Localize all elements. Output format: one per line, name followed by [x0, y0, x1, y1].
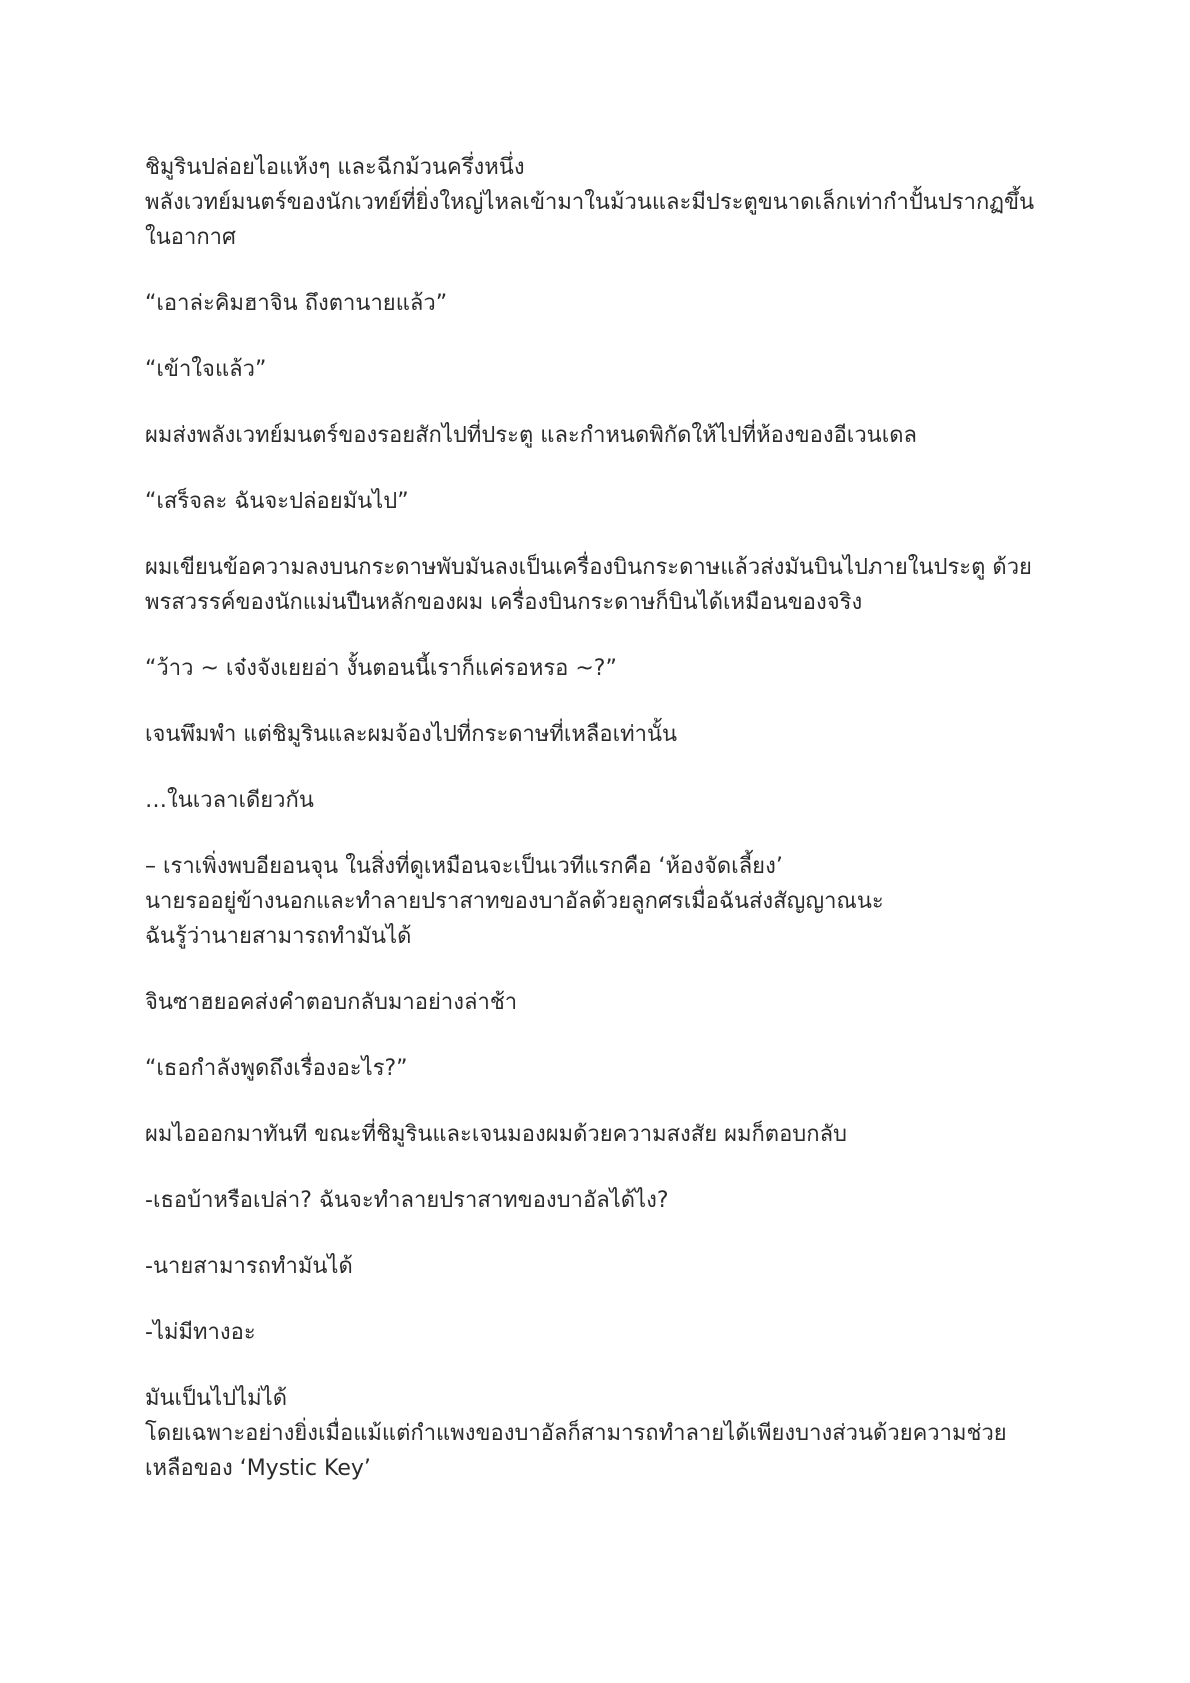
- paragraph-9: …ในเวลาเดียวกัน: [145, 788, 314, 813]
- paragraph-2: “เอาล่ะคิมฮาจิน ถึงตานายแล้ว”: [145, 291, 448, 316]
- paragraph-16: -ไม่มีทางอะ: [145, 1320, 256, 1345]
- paragraph-4: ผมส่งพลังเวทย์มนตร์ของรอยสักไปที่ประตู และกำหนดพิกัดให้ไปที่ห้องของอีเวนเดล: [145, 423, 917, 448]
- paragraph-15: -นายสามารถทำมันได้: [145, 1254, 353, 1279]
- paragraph-6: ผมเขียนข้อความลงบนกระดาษพับมันลงเป็นเครื่องบินกระดาษแล้วส่งมันบินไปภายในประตู ด้วยพรสวรรค์ของนักแม่นปืนหลักของผม เครื่องบินกระดาษก็บินได้เหมือนของจริง: [145, 555, 1032, 615]
- paragraph-17: มันเป็นไปไม่ได้ โดยเฉพาะอย่างยิ่งเมื่อแม้แต่กำแพงของบาอัลก็สามารถทำลายได้เพียงบางส่วนด้วยความช่วยเหลือของ ‘Mystic Key’: [145, 1386, 1007, 1481]
- paragraph-3: “เข้าใจแล้ว”: [145, 357, 267, 382]
- paragraph-14: -เธอบ้าหรือเปล่า? ฉันจะทำลายปราสาทของบาอัลได้ไง?: [145, 1188, 669, 1213]
- paragraph-13: ผมไอออกมาทันที ขณะที่ชิมูรินและเจนมองผมด้วยความสงสัย ผมก็ตอบกลับ: [145, 1122, 848, 1147]
- paragraph-12: “เธอกำลังพูดถึงเรื่องอะไร?”: [145, 1056, 408, 1081]
- paragraph-11: จินซาฮยอคส่งคำตอบกลับมาอย่างล่าช้า: [145, 990, 518, 1015]
- paragraph-1: ชิมูรินปล่อยไอแห้งๆ และฉีกม้วนครึ่งหนึ่ง พลังเวทย์มนตร์ของนักเวทย์ที่ยิ่งใหญ่ไหลเข้ามาในม้วนและมีประตูขนาดเล็กเท่ากำปั้นปรากฏขึ้นในอากาศ: [145, 155, 1035, 250]
- paragraph-8: เจนพึมพำ แต่ชิมูรินและผมจ้องไปที่กระดาษที่เหลือเท่านั้น: [145, 722, 678, 747]
- paragraph-10: – เราเพิ่งพบอียอนจุน ในสิ่งที่ดูเหมือนจะเป็นเวทีแรกคือ ‘ห้องจัดเลี้ยง’ นายรออยู่ข้างนอกและทำลายปราสาทของบาอัลด้วยลูกศรเมื่อฉันส่งสัญญาณนะ ฉันรู้ว่านายสามารถทำมันได้: [145, 854, 884, 949]
- document-body: [145, 150, 1045, 1486]
- paragraph-5: “เสร็จละ ฉันจะปล่อยมันไป”: [145, 489, 409, 514]
- paragraph-7: “ว้าว ~ เจ๋งจังเยยอ่า งั้นตอนนี้เราก็แค่รอหรอ ~?”: [145, 656, 617, 681]
